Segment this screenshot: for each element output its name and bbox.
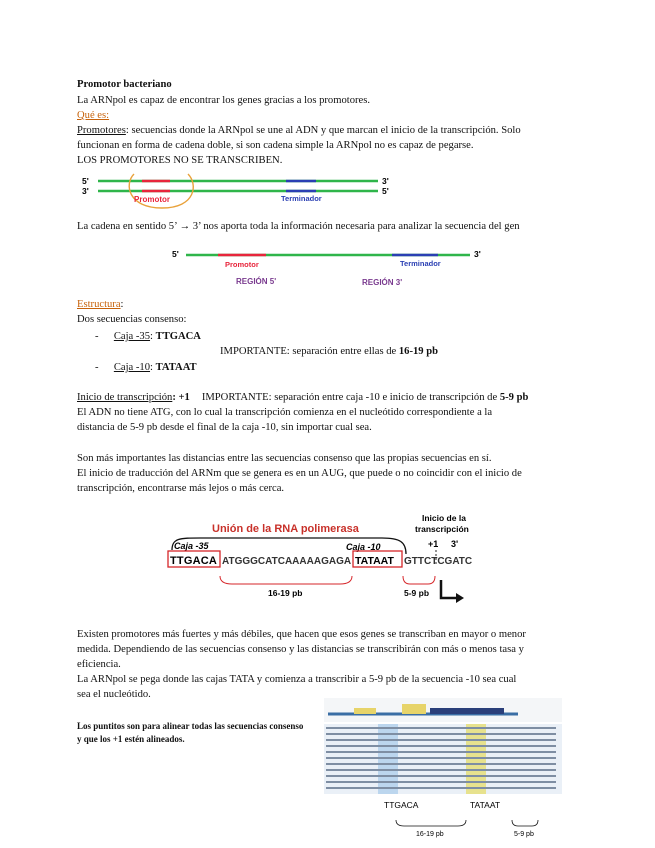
union-rna-polimerasa-label: Unión de la RNA polimerasa: [212, 523, 359, 535]
promotor-label: Promotor: [134, 195, 170, 204]
importante1-label: IMPORTANTE: [220, 346, 287, 357]
intro-text: La ARNpol es capaz de encontrar los genes gracias a los promotores.: [77, 95, 370, 106]
promoter-sequence-diagram: [160, 508, 500, 610]
heading: Promotor bacteriano: [77, 79, 172, 90]
sentido-text: La cadena en sentido 5’ → 3’ nos aporta toda la información necesaria para analizar la secuencia del gen: [77, 221, 520, 232]
three-prime-label: 3': [451, 539, 459, 549]
caja35-label: Caja -35: [174, 541, 209, 551]
alignment-bracket-16-19: [396, 820, 466, 826]
traduccion-line1: El inicio de traducción del ARNm que se genera es en un AUG, que puede o no coincidir con el inicio de: [77, 468, 522, 479]
caja10-item: - Caja -10: TATAAT: [95, 362, 197, 373]
alignment-5-9-label: 5-9 pb: [514, 831, 534, 838]
sequence-ttgaca: TTGACA: [170, 555, 218, 567]
alignment-scheme-box3: [430, 708, 504, 714]
caja10-label: Caja -10: [113, 362, 151, 373]
alignment-row: [326, 745, 556, 747]
alignment-row: [326, 769, 556, 771]
que-es-label: Qué es:: [77, 110, 110, 121]
pega-line1: La ARNpol se pega donde las cajas TATA y comienza a transcribir a 5-9 pb de la secuencia -10 sea cual: [77, 674, 517, 685]
fuertes-line1: Existen promotores más fuertes y más débiles, que hacen que esos genes se transcriban en mayor o menor: [77, 629, 526, 640]
inicio-transcripcion-line2: transcripción: [415, 524, 469, 534]
alignment-row: [326, 751, 556, 753]
importante1-value: 16-19 pb: [398, 346, 439, 357]
importante2-label: IMPORTANTE: [201, 392, 269, 403]
promotores-line1: : secuencias donde la ARNpol se une al ADN y que marcan el inicio de la transcripción. Solo: [125, 125, 521, 136]
alignment-row: [326, 733, 556, 735]
promoter-alignment-figure: [318, 694, 568, 844]
fuertes-line3: eficiencia.: [77, 659, 121, 670]
three-prime: 3': [474, 249, 481, 259]
alignment-scheme-box2: [402, 704, 426, 714]
importante1-line: [220, 345, 438, 359]
alignment-scheme-box1: [354, 708, 376, 714]
fuertes-line2: medida. Dependiendo de las secuencias consenso y las distancias se transcribirán con más o menos tasa y: [77, 644, 524, 655]
alignment-tataat-label: TATAAT: [470, 800, 501, 810]
alignment-row: [326, 727, 556, 729]
promotores-line2: funcionan en forma de cadena doble, si son cadena simple la ARNpol no es capaz de pegarse.: [77, 140, 474, 151]
promoter-diagram-double: [78, 170, 418, 210]
alignment-row: [326, 775, 556, 777]
distance-16-19-label: 16-19 pb: [268, 588, 303, 598]
dos-secuencias-text: Dos secuencias consenso:: [77, 314, 187, 325]
inicio-transcripcion-line1: Inicio de la: [422, 513, 466, 523]
inicio-line: [77, 391, 528, 405]
alignment-bracket-5-9: [512, 820, 538, 826]
pega-line2: sea el nucleótido.: [77, 689, 151, 700]
region-5-label: REGIÓN 5': [236, 277, 277, 286]
alignment-row: [326, 787, 556, 789]
puntitos-line2: y que los +1 estén alineados.: [77, 734, 185, 744]
promotores-paragraph: [77, 124, 521, 138]
estructura-label: Estructura:: [77, 299, 124, 310]
promotores-line3: LOS PROMOTORES NO SE TRANSCRIBEN.: [77, 155, 283, 166]
alignment-16-19-label: 16-19 pb: [416, 831, 444, 838]
distance-5-9-bracket: [403, 576, 435, 584]
region-3-label: REGIÓN 3': [362, 278, 403, 287]
five-prime: 5': [172, 249, 179, 259]
three-prime-bottom-left: 3': [82, 186, 89, 196]
estructura-label-text: Estructura: [77, 299, 121, 310]
distance-5-9-label: 5-9 pb: [404, 588, 430, 598]
sequence-tataat: TATAAT: [355, 555, 394, 567]
distancias-line: Son más importantes las distancias entre las secuencias consenso que las propias secuencias en sí.: [77, 453, 492, 464]
importante2-value: 5-9 pb: [499, 392, 529, 403]
caja35-item: - Caja -35: TTGACA: [95, 331, 201, 342]
sequence-downstream: GTTCTCGATC: [404, 556, 473, 567]
puntitos-line1: Los puntitos son para alinear todas las secuencias consenso: [77, 721, 304, 731]
sequence-spacer: ATGGGCATCAAAAAGAGA: [222, 556, 352, 567]
caja10-seq: TATAAT: [155, 362, 197, 373]
plus-one-label: +1: [428, 539, 439, 549]
inicio-value: : +1: [172, 392, 190, 403]
five-prime-top: 5': [82, 176, 89, 186]
caja10-label: Caja -10: [346, 542, 381, 552]
five-prime-bottom: 5': [382, 186, 389, 196]
three-prime-top: 3': [382, 176, 389, 186]
promoter-diagram-regions: [170, 246, 500, 296]
alignment-row: [326, 739, 556, 741]
caja35-seq: TTGACA: [155, 331, 201, 342]
alignment-ttgaca-label: TTGACA: [384, 800, 419, 810]
importante1-text: : separación entre ellas de: [286, 346, 399, 357]
transcription-arrow-head: [456, 593, 464, 603]
caja35-label: Caja -35: [113, 331, 151, 342]
atg-line2: distancia de 5-9 pb desde el final de la caja -10, sin importar cual sea.: [77, 422, 372, 433]
transcription-start-arrow: [441, 580, 458, 598]
importante2-text: : separación entre caja -10 e inicio de transcripción de: [268, 392, 500, 403]
promotor-label: Promotor: [225, 260, 259, 269]
spacer-bracket: [220, 576, 352, 584]
inicio-label: Inicio de transcripción: [77, 392, 173, 403]
atg-line1: El ADN no tiene ATG, con lo cual la transcripción comienza en el nucleótido correspondiente a la: [77, 407, 493, 418]
alignment-row: [326, 781, 556, 783]
alignment-row: [326, 763, 556, 765]
promotores-term: Promotores: [77, 125, 126, 136]
terminador-label: Terminador: [281, 194, 322, 203]
bullet-dash: -: [95, 331, 99, 342]
traduccion-line2: transcripción, encontrarse más lejos o más cerca.: [77, 483, 285, 494]
terminador-label: Terminador: [400, 259, 441, 268]
bullet-dash: -: [95, 362, 99, 373]
alignment-row: [326, 757, 556, 759]
